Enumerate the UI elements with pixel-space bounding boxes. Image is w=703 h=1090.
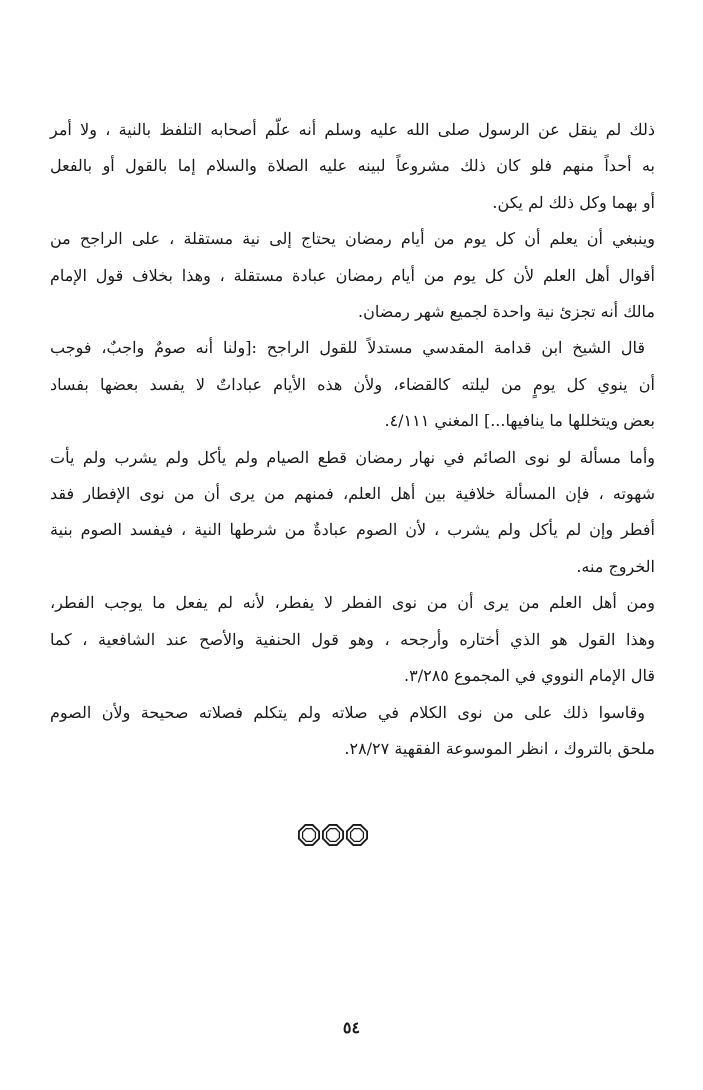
text-line: قال الإمام النووي في المجموع ٣/٢٨٥. (404, 666, 655, 686)
section-divider-ornament (298, 823, 368, 847)
octagon-ornament-icon (298, 824, 320, 846)
text-line: وأما مسألة لو نوى الصائم في نهار رمضان قطع الصيام ولم يأكل ولم يشرب ولم يأت (50, 447, 655, 467)
text-line: أقوال أهل العلم لأن كل يوم من أيام رمضان عبادة مستقلة ، وهذا بخلاف قول الإمام (50, 265, 655, 285)
text-line: ملحق بالتروك ، انظر الموسوعة الفقهية ٢٨/٢٧. (344, 738, 655, 758)
page-number: ٥٤ (342, 1018, 361, 1037)
text-line: ذلك لم ينقل عن الرسول صلى الله عليه وسلم أنه علّم أصحابه التلفظ بالنية ، ولا أمر (50, 120, 655, 139)
paragraph-3 (50, 330, 655, 439)
text-line: أن ينوي كل يومٍ من ليلته كالقضاء، ولأن هذه الأيام عباداتٌ لا يفسد بعضها بفساد (50, 374, 655, 394)
text-line: أو بهما وكل ذلك لم يكن. (492, 192, 655, 212)
paragraph-1 (50, 112, 655, 221)
text-line: شهوته ، فإن المسألة خلافية بين أهل العلم، فمنهم من يرى أن من نوى الإفطار فقد (50, 484, 656, 504)
paragraph-5 (50, 585, 655, 694)
octagon-ornament-icon (346, 824, 368, 846)
paragraph-4 (50, 440, 655, 586)
octagon-ornament-icon (322, 824, 344, 846)
text-line: وهذا القول هو الذي أختاره وأرجحه ، وهو قول الحنفية والأصح عند الشافعية ، كما (50, 629, 655, 649)
text-line: ومن أهل العلم من يرى أن من نوى الفطر لا يفطر، لأنه لم يفعل ما يوجب الفطر، (50, 593, 655, 613)
text-line: قال الشيخ ابن قدامة المقدسي مستدلاً للقول الراجح :[ولنا أنه صومٌ واجبٌ، فوجب (50, 338, 645, 358)
page-body (50, 112, 655, 767)
text-line: الخروج منه. (576, 556, 655, 576)
paragraph-6 (50, 695, 655, 768)
text-line: وينبغي أن يعلم أن كل يوم من أيام رمضان يحتاج إلى نية مستقلة ، على الراجح من (50, 229, 655, 249)
text-line: مالك أنه تجزئ نية واحدة لجميع شهر رمضان. (357, 302, 655, 322)
text-line: به أحداً منهم فلو كان ذلك مشروعاً لبينه عليه الصلاة والسلام إما بالقول أو بالفعل (50, 156, 655, 176)
text-line: أفطر وإن لم يأكل ولم يشرب ، لأن الصوم عبادةٌ من شرطها النية ، فيفسد الصوم بنية (50, 520, 655, 540)
paragraph-2 (50, 221, 655, 330)
text-line: وقاسوا ذلك على من نوى الكلام في صلاته ولم يتكلم فصلاته صحيحة ولأن الصوم (50, 702, 645, 722)
text-line: بعض ويتخللها ما ينافيها...] المغني ٤/١١١. (384, 411, 655, 431)
